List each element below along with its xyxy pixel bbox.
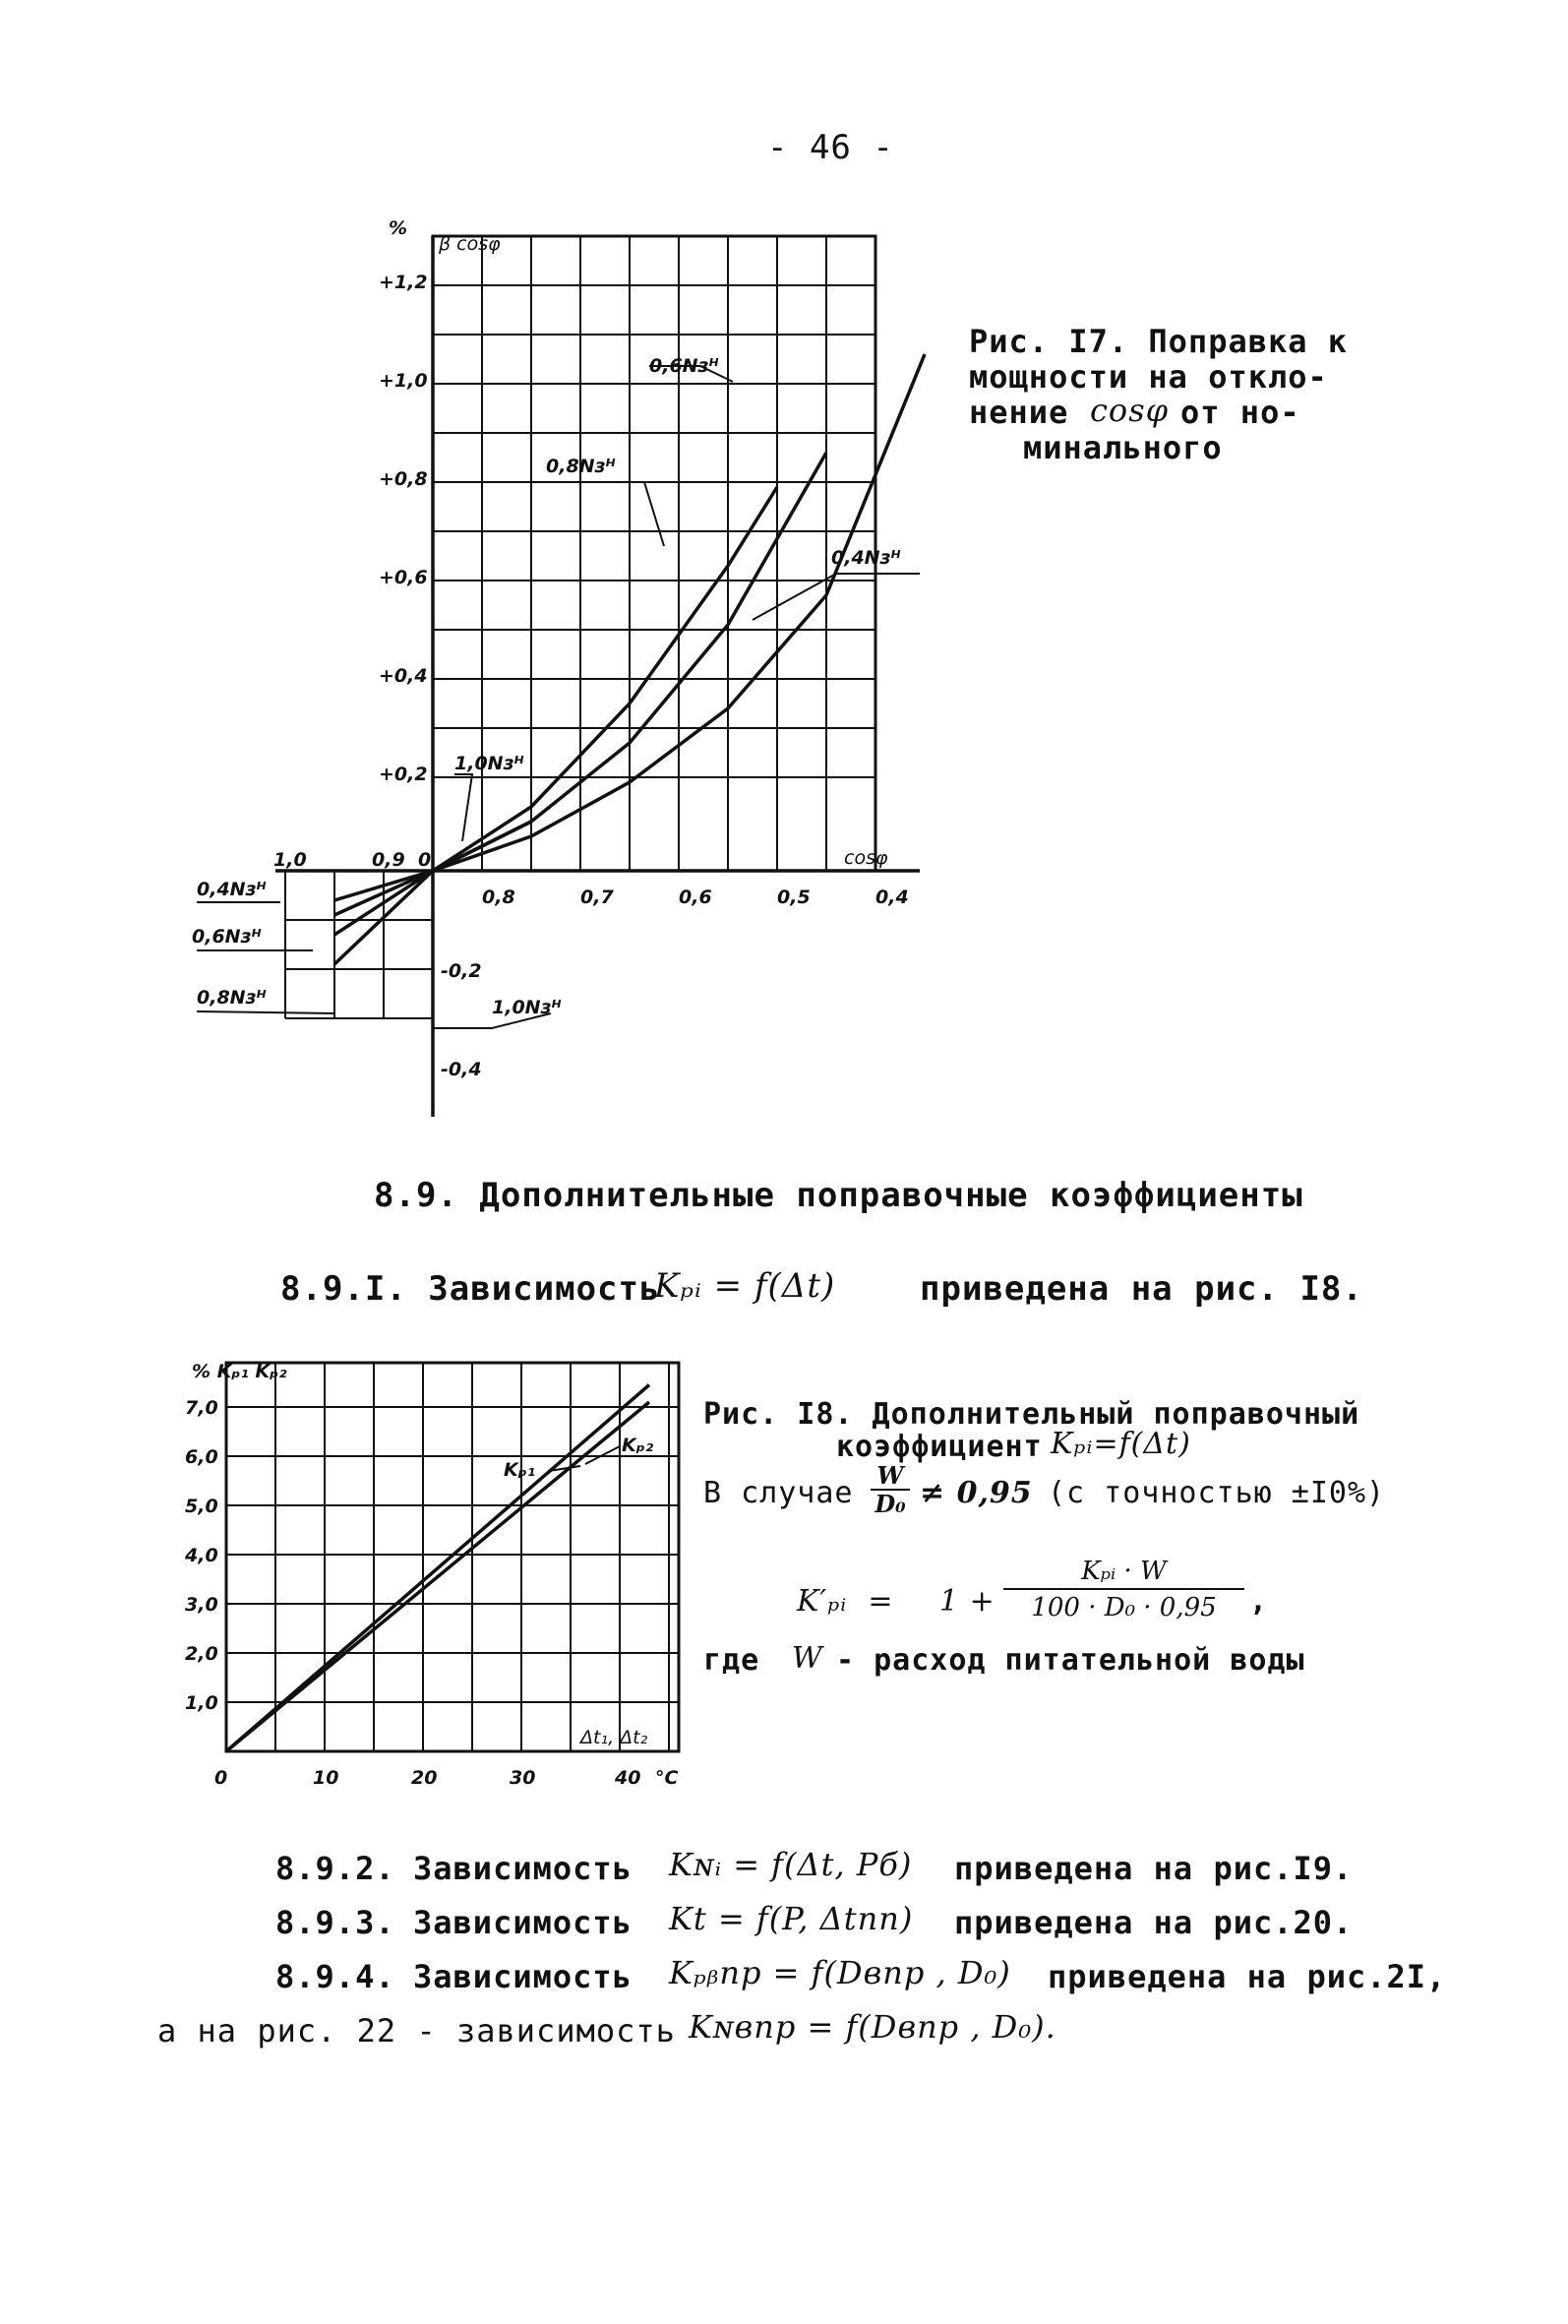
fig18-xtick: 40 (615, 1767, 641, 1789)
fig17-caption-line3b: от но- (1180, 394, 1300, 431)
fig17-xtick: 0,9 (372, 849, 405, 871)
fig17-caption-line1: Рис. I7. Поправка к (969, 323, 1349, 360)
fig18-caption-line1: Рис. I8. Дополнительный поправочный (703, 1397, 1360, 1432)
item-894-tail: приведена на рис.2I, (1048, 1958, 1447, 1995)
fig18-frame (226, 1363, 679, 1751)
fig18-formula-lhs: K′ₚᵢ = (797, 1584, 894, 1619)
fig17-xtick: 0 (418, 849, 432, 871)
item-892-tail: приведена на рис.I9. (954, 1850, 1354, 1887)
fig18-ytick: 6,0 (185, 1446, 218, 1468)
fig17-xlabel: cosφ (844, 847, 888, 869)
fig18-ylabel: % Kₚ₁ Kₚ₂ (192, 1361, 287, 1382)
fig17-xtick: 0,4 (875, 887, 909, 908)
fig17-ytick: +1,2 (379, 272, 428, 293)
fig18-formula-num: Kₚᵢ · W (1003, 1555, 1244, 1590)
fig17-ytick: +0,8 (379, 468, 428, 490)
fig18-case-frac-num: W (871, 1463, 910, 1491)
fig17-series-label: 1,0Nзᴴ (454, 753, 524, 774)
fig17-chart (0, 0, 1568, 1141)
fig17-series-label: 0,4Nзᴴ (197, 879, 267, 900)
fig18-series-label: Kₚ₁ (504, 1459, 536, 1481)
fig18-ytick: 5,0 (185, 1496, 218, 1517)
fig18-ytick: 1,0 (185, 1692, 218, 1714)
item-891-tail: приведена на рис. I8. (920, 1269, 1363, 1309)
fig17-ylabel: % (389, 217, 408, 239)
fig18-xtick: 30 (510, 1767, 536, 1789)
fig18-series-line (226, 1402, 649, 1751)
fig18-where-var: W (792, 1641, 823, 1676)
fig18-where-text: где (703, 1643, 760, 1678)
page-number: - 46 - (767, 128, 894, 167)
fig17-xtick: 0,5 (777, 887, 811, 908)
fig18-formula-one: 1 + (939, 1584, 995, 1619)
fig18-xunit: °C (655, 1767, 679, 1789)
fig17-series-label: 0,8Nзᴴ (197, 987, 267, 1009)
fig18-caption-line2: коэффициент (836, 1430, 1043, 1464)
fig18-ytick: 7,0 (185, 1397, 218, 1419)
last-line-formula: Kɴвпр = f(Dвпр , D₀). (689, 2008, 1056, 2046)
fig17-series-labels (192, 355, 901, 1018)
fig17-caption-line3a: нение (969, 394, 1069, 431)
item-892-word: Зависимость (413, 1850, 633, 1887)
fig17-ytick: +0,6 (379, 567, 428, 588)
item-891-formula: Kₚᵢ = f(Δt) (654, 1266, 836, 1306)
fig17-grid-frame (433, 236, 875, 871)
fig18-ytick: 3,0 (185, 1594, 218, 1616)
fig17-axes (275, 236, 920, 1117)
fig17-ytick: +0,4 (379, 665, 428, 687)
fig18-formula-frac (1003, 1555, 1244, 1625)
fig18-ytick: 2,0 (185, 1643, 218, 1665)
item-893-formula: Kt = f(P, Δtпп) (669, 1900, 914, 1937)
fig17-ytick: -0,4 (441, 1059, 482, 1080)
fig17-xtick: 0,7 (580, 887, 614, 908)
section-heading: 8.9. Дополнительные поправочные коэффициенты (374, 1176, 1303, 1215)
item-894-formula: Kₚᵦпр = f(Dвпр , D₀) (669, 1954, 1011, 1991)
fig17-xtick: 0,8 (482, 887, 515, 908)
fig18-xtick: 20 (411, 1767, 438, 1789)
fig17-caption-line2: мощности на откло- (969, 358, 1328, 396)
fig18-case-cond: ≠ 0,95 (920, 1476, 1033, 1510)
fig18-case-text: В случае (703, 1476, 854, 1510)
fig18-caption-formula: Kₚᵢ=f(Δt) (1051, 1427, 1191, 1461)
fig18-lines (226, 1385, 649, 1752)
fig17-caption-cosphi: cosφ (1090, 392, 1170, 429)
fig18-ytick: 4,0 (185, 1545, 218, 1566)
fig18-case-frac-den: D₀ (874, 1490, 906, 1518)
item-893-num: 8.9.3. (275, 1904, 395, 1941)
fig18-xtick: 10 (313, 1767, 339, 1789)
fig17-series-label: 0,4Nзᴴ (831, 547, 901, 569)
fig18-xtick: 0 (214, 1767, 228, 1789)
fig17-ytick: -0,2 (441, 960, 482, 982)
item-892-num: 8.9.2. (275, 1850, 395, 1887)
fig18-case-frac (871, 1463, 910, 1518)
item-894-num: 8.9.4. (275, 1958, 395, 1995)
fig18-ytick-labels (184, 1397, 218, 1714)
fig18-formula-den: 100 · D₀ · 0,95 (1031, 1593, 1217, 1622)
fig18-case-accuracy: (с точностью ±I0%) (1048, 1476, 1386, 1510)
item-894-word: Зависимость (413, 1958, 633, 1995)
fig18-series-line (226, 1385, 649, 1752)
fig18-where-rest: - расход питательной воды (836, 1643, 1305, 1678)
item-891-lead: 8.9.I. Зависимость (280, 1269, 661, 1309)
fig17-series-label: 0,6Nзᴴ (649, 355, 719, 377)
fig18-xtick-labels (214, 1767, 640, 1789)
fig17-ylabel2: β cosφ (439, 233, 501, 255)
fig17-series-label: 0,8Nзᴴ (546, 456, 616, 477)
item-893-word: Зависимость (413, 1904, 633, 1941)
item-892-formula: Kɴᵢ = f(Δt, Pб) (669, 1846, 913, 1883)
fig18-grid (226, 1363, 679, 1751)
item-893-tail: приведена на рис.20. (954, 1904, 1354, 1941)
fig18-xlabel: Δt₁, Δt₂ (580, 1727, 648, 1748)
fig17-ytick-labels (379, 272, 482, 1080)
fig17-ytick: +1,0 (379, 370, 428, 392)
fig17-ytick: +0,2 (379, 764, 428, 785)
fig17-xtick: 0,6 (679, 887, 712, 908)
fig18-formula-comma: , (1249, 1584, 1269, 1619)
last-line-text: а на рис. 22 - зависимость (157, 2012, 676, 2049)
fig17-series-label: 0,6Nзᴴ (192, 926, 262, 948)
fig17-xtick: 1,0 (273, 849, 307, 871)
fig17-caption-line4: минального (1023, 429, 1223, 466)
fig17-series-label: 1,0Nзᴴ (492, 997, 562, 1018)
fig18-series-label: Kₚ₂ (622, 1435, 654, 1456)
